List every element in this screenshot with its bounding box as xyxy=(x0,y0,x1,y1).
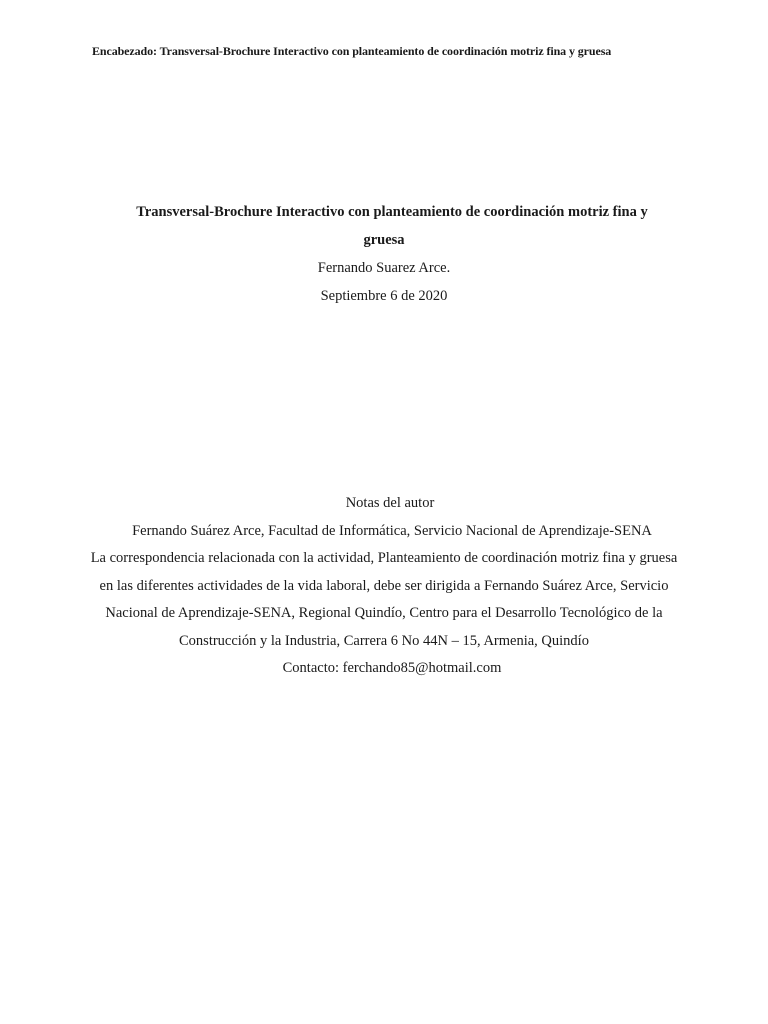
document-title xyxy=(0,198,768,254)
author-note-heading: Notas del autor xyxy=(345,495,435,511)
title-block xyxy=(0,198,768,310)
running-head: Encabezado: Transversal-Brochure Interactivo con planteamiento de coordinación motriz fina y gruesa xyxy=(92,44,612,58)
author-note-section xyxy=(0,490,768,683)
author-name: Fernando Suarez Arce. xyxy=(317,260,451,276)
contact-line: Contacto: ferchando85@hotmail.com xyxy=(282,660,502,676)
document-title-line-1: Transversal-Brochure Interactivo con planteamiento de coordinación motriz fina y xyxy=(136,204,648,220)
document-date: Septiembre 6 de 2020 xyxy=(320,288,448,304)
correspondence-paragraph: La correspondencia relacionada con la actividad, Planteamiento de coordinación motriz fina y gruesa en las diferentes actividades de la vida laboral, debe ser dirigida a Fernando Suárez Arce, Servicio Nacional de Aprendizaje-SENA, Regional Quindío, Centro para el Desarrollo Tecnológico de la Construcción y la Industria, Carrera 6 No 44N – 15, Armenia, Quindío xyxy=(90,550,678,649)
author-affiliation: Fernando Suárez Arce, Facultad de Informática, Servicio Nacional de Aprendizaje-SENA xyxy=(132,522,652,539)
document-title-line-2: gruesa xyxy=(363,232,405,248)
